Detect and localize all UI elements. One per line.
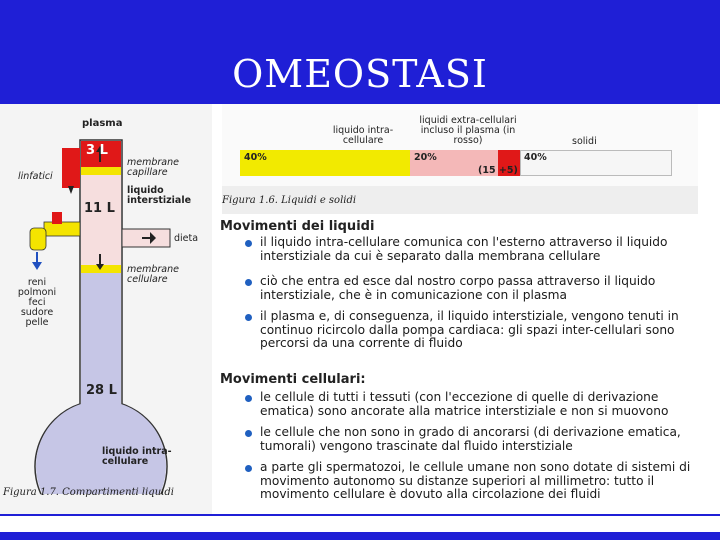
bullet-text: a parte gli spermatozoi, le cellule umane non sono dotate di sistemi di movimento autonomo su distanze superiori al millimetro: tutto il movimento cellulare è dovuto alla circolazione dei fluidi — [260, 460, 691, 501]
bullet-icon — [245, 279, 252, 286]
output-item: feci — [28, 297, 46, 308]
output-item: sudore — [20, 307, 54, 318]
label-intracellular: liquido intra-cellulare — [332, 125, 394, 146]
slide-title: OMEOSTASI — [232, 52, 488, 96]
diet-label: dieta — [174, 233, 199, 244]
seg2-detail: (15 +5) — [478, 165, 518, 176]
bullet-text: le cellule che non sono in grado di ancorarsi (di derivazione ematica, tumorali) vengono trascinate dal fluido interstiziale — [260, 425, 681, 453]
intracellular-volume: 28 L — [86, 383, 117, 398]
outputs-list — [16, 278, 58, 328]
intracellular-label: liquido intra-cellulare — [102, 446, 172, 467]
capillary-membrane-label: membrane capillare — [127, 157, 179, 178]
outflow-arrow-icon — [32, 262, 42, 270]
cell-membrane-label: membrane cellulare — [127, 264, 179, 285]
footer-bar — [0, 532, 720, 540]
left-figure-caption: Figura 1.7. Compartimenti liquidi — [3, 487, 174, 498]
section-title-liquids: Movimenti dei liquidi — [220, 219, 375, 234]
top-figure-caption: Figura 1.6. Liquidi e solidi — [222, 195, 357, 206]
faucet-body — [44, 222, 80, 236]
faucet-handle — [52, 212, 62, 224]
bullet-icon — [245, 240, 252, 247]
interstitial-volume: 11 L — [84, 201, 115, 216]
seg1-value: 40% — [244, 152, 267, 163]
output-item: reni — [27, 277, 47, 288]
interstitial-compartment — [81, 175, 121, 265]
label-solids: solidi — [572, 136, 597, 147]
capillary-membrane-band — [81, 167, 121, 175]
section-title-cells: Movimenti cellulari: — [220, 372, 366, 387]
interstitial-label: liquido interstiziale — [127, 185, 192, 206]
footer-line — [0, 514, 720, 516]
output-item: pelle — [25, 317, 49, 328]
seg3-value: 40% — [524, 152, 547, 163]
plasma-label: plasma — [82, 118, 123, 129]
bullet-icon — [245, 314, 252, 321]
lymph-arrow-icon — [68, 186, 74, 194]
bullet-text: il liquido intra-cellulare comunica con l'esterno attraverso il liquido interstiziale da cui è separato dalla membrana cellulare — [260, 235, 668, 263]
bullet-icon — [245, 465, 252, 472]
plasma-volume: 3 L — [86, 143, 108, 158]
output-item: polmoni — [17, 287, 57, 298]
lymph-tube — [62, 148, 80, 188]
faucet-spout — [30, 228, 46, 250]
seg2-value: 20% — [414, 152, 437, 163]
lymphatic-label: linfatici — [18, 171, 53, 182]
bullet-text: le cellule di tutti i tessuti (con l'eccezione di quelle di derivazione ematica) sono ancorate alla matrice interstiziale e non si muovono — [260, 390, 669, 418]
bullet-icon — [245, 395, 252, 402]
bullet-icon — [245, 430, 252, 437]
label-extracellular: liquidi extra-cellulari incluso il plasma (in rosso) — [419, 115, 517, 146]
bullet-text: ciò che entra ed esce dal nostro corpo passa attraverso il liquido interstiziale, che è in comunicazione con il plasma — [260, 274, 656, 302]
bullet-text: il plasma e, di conseguenza, il liquido interstiziale, vengono tenuti in continuo ricircolo dalla pompa cardiaca: gli spazi inter-cellulari sono percorsi da una corrente di fluido — [260, 309, 679, 350]
